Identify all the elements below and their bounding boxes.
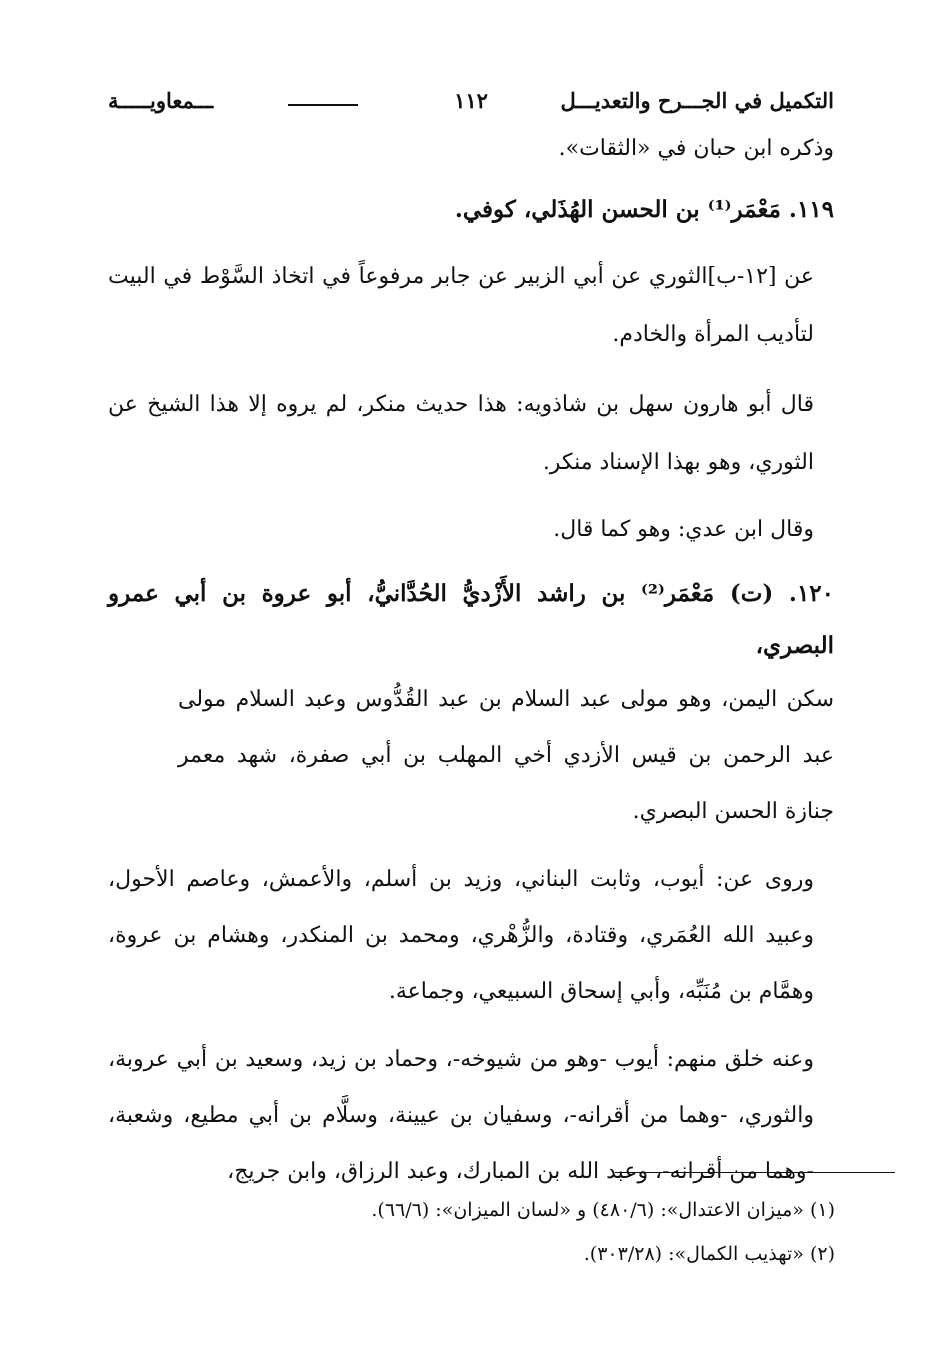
footnote-1: (١) «ميزان الاعتدال»: (٤٨٠/٦) و «لسان الميزان»: (٦٦/٦). — [371, 1199, 835, 1221]
paragraph: قال أبو هارون سهل بن شاذويه: هذا حديث منكر، لم يروه إلا هذا الشيخ عن الثوري، وهو بهذا الإسناد منكر. — [108, 392, 814, 475]
page — [108, 80, 834, 1200]
paragraph: عن [١٢-ب]الثوري عن أبي الزبير عن جابر مرفوعاً في اتخاذ السَّوْط في البيت لتأديب المرأة والخادم. — [108, 264, 814, 347]
book-title: التكميل في الجـــرح والتعديـــل — [560, 88, 834, 113]
paragraph: سكن اليمن، وهو مولى عبد السلام بن عبد القُدُّوس وعبد السلام مولى عبد الرحمن بن قيس الأزدي أخي المهلب بن أبي صفرة، شهد معمر جنازة الحسن البصري. — [178, 687, 834, 824]
paragraph: وذكره ابن حبان في «الثقات». — [558, 136, 834, 161]
header-dash — [288, 104, 358, 106]
paragraph: وروى عن: أيوب، وثابت البناني، وزيد بن أسلم، والأعمش، وعاصم الأحول، وعبيد الله العُمَري، وقتادة، والزُّهْري، ومحمد بن المنكدر، وهشام بن عروة، وهمَّام بن مُنَبِّه، وأبي إسحاق السبيعي، وجماعة. — [108, 867, 814, 1004]
footnote-rule — [615, 1172, 895, 1173]
paragraph: وقال ابن عدي: وهو كما قال. — [553, 517, 814, 542]
footnote-2: (٢) «تهذيب الكمال»: (٣٠٣/٢٨). — [583, 1243, 835, 1265]
entry-heading-120: ١٢٠. (ت) مَعْمَر⁽²⁾ بن راشد الأَزْديُّ الحُدَّانيُّ، أبو عروة بن أبي عمرو البصري، — [108, 580, 834, 659]
page-number: ١١٢ — [454, 88, 488, 113]
entry-heading-119: ١١٩. مَعْمَر⁽¹⁾ بن الحسن الهُذَلي، كوفي. — [454, 196, 834, 223]
paragraph: وعنه خلق منهم: أيوب -وهو من شيوخه-، وحماد بن زيد، وسعيد بن أبي عروبة، والثوري، -وهما من أقرانه-، وسفيان بن عيينة، وسلَّام بن أبي مطيع، وشعبة، -وهما من أقرانه-، وعبد الله بن المبارك، وعبد الرزاق، وابن جريج، — [108, 1047, 814, 1184]
section-title: ـــمعاويـــــة — [108, 88, 214, 113]
footnotes — [105, 1188, 835, 1276]
running-header — [108, 80, 834, 126]
